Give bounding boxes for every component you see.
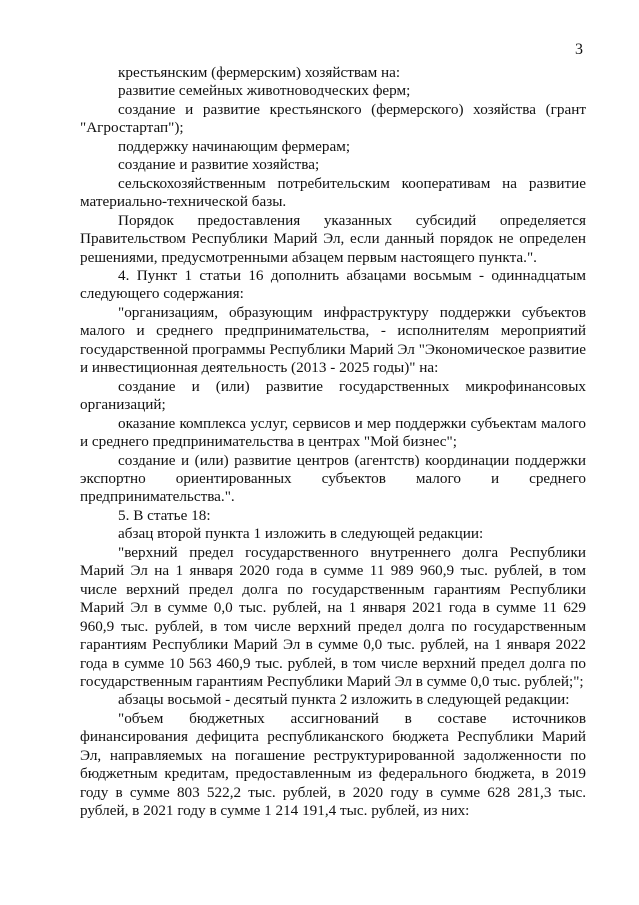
paragraph: "организациям, образующим инфраструктуру поддержки субъектов малого и среднего предпринимательства, - исполнителям мероприятий государственной программы Республики Марий Эл "Экономическое развитие и инвестиционная деятельность (2013 - 2025 годы)" на: <box>80 303 586 377</box>
paragraph: поддержку начинающим фермерам; <box>118 137 351 155</box>
paragraph: сельскохозяйственным потребительским кооперативам на развитие материально-технической базы. <box>80 174 586 211</box>
paragraph: абзац второй пункта 1 изложить в следующей редакции: <box>118 525 484 543</box>
paragraph: 5. В статье 18: <box>118 506 211 524</box>
paragraph: создание и развитие хозяйства; <box>118 156 320 174</box>
paragraph: оказание комплекса услуг, сервисов и мер поддержки субъектам малого и среднего предпринимательства в центрах "Мой бизнес"; <box>80 414 586 451</box>
paragraph: создание и (или) развитие государственных микрофинансовых организаций; <box>80 377 586 414</box>
paragraph: развитие семейных животноводческих ферм; <box>118 82 411 100</box>
paragraph: "верхний предел государственного внутреннего долга Республики Марий Эл на 1 января 2020 года в сумме 11 989 960,9 тыс. рублей, в том числе верхний предел долга по государственным гарантиям Республики Марий Эл в сумме 0,0 тыс. рублей, на 1 января 2021 года в сумме 11 629 960,9 тыс. рублей, в том числе верхний предел долга по государственным гарантиям Республики Марий Эл в сумме 0,0 тыс. рублей, на 1 января 2022 года в сумме 10 563 460,9 тыс. рублей, в том числе верхний предел долга по государственным гарантиям Республики Марий Эл в сумме 0,0 тыс. рублей;"; <box>80 543 586 690</box>
paragraph: создание и (или) развитие центров (агентств) координации поддержки экспортно ориентированных субъектов малого и среднего предпринимательства.". <box>80 451 586 506</box>
paragraph: 4. Пункт 1 статьи 16 дополнить абзацами восьмым - одиннадцатым следующего содержания: <box>80 266 586 303</box>
document-body <box>80 64 586 821</box>
paragraph: крестьянским (фермерским) хозяйствам на: <box>118 64 401 81</box>
paragraph: Порядок предоставления указанных субсидий определяется Правительством Республики Марий Эл, если данный порядок не определен решениями, предусмотренными абзацем первым настоящего пункта.". <box>80 211 586 266</box>
paragraph: абзацы восьмой - десятый пункта 2 изложить в следующей редакции: <box>118 691 570 709</box>
paragraph: "объем бюджетных ассигнований в составе источников финансирования дефицита республиканского бюджета Республики Марий Эл, направляемых на погашение реструктурированной задолженности по бюджетным кредитам, предоставленным из федерального бюджета, в 2019 году в сумме 803 522,2 тыс. рублей, в 2020 году в сумме 628 281,3 тыс. рублей, в 2021 году в сумме 1 214 191,4 тыс. рублей, из них: <box>80 709 586 820</box>
paragraph: создание и развитие крестьянского (фермерского) хозяйства (грант "Агростартап"); <box>80 100 586 137</box>
page-number: 3 <box>575 41 583 58</box>
